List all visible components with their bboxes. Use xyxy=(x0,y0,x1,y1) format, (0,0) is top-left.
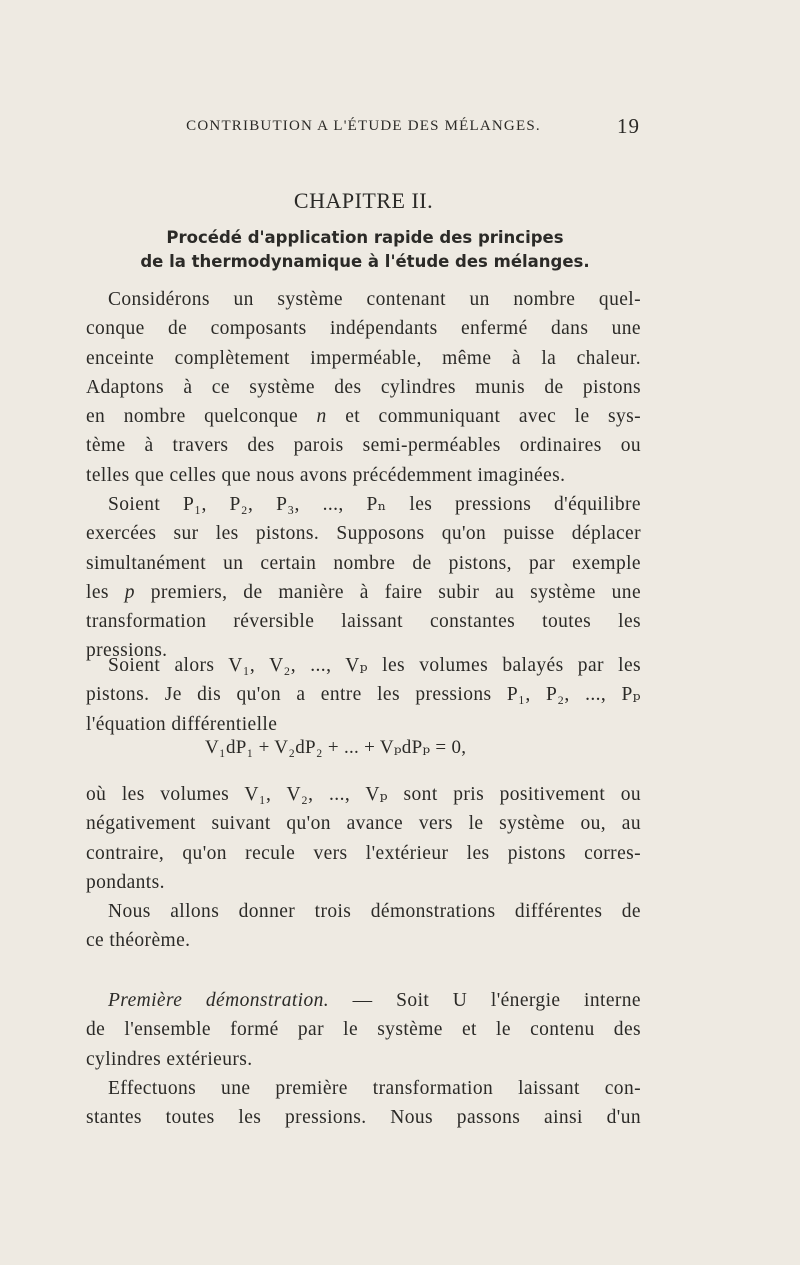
text-line: l'équation différentielle xyxy=(86,713,278,735)
text-line: pressions. xyxy=(86,640,168,662)
text-line xyxy=(86,578,641,607)
text-line xyxy=(86,986,641,1015)
paragraph-2 xyxy=(86,490,641,666)
text-line: Soient alors V₁, V₂, ..., Vₚ les volumes balayés par les xyxy=(108,655,641,676)
text-line: ce théorème. xyxy=(86,930,191,952)
paragraph-5 xyxy=(86,897,641,956)
text-fragment: les xyxy=(86,581,109,603)
text-fragment: — Soit U l'énergie interne xyxy=(352,990,641,1011)
chapter-subtitle xyxy=(100,226,630,274)
text-line: où les volumes V₁, V₂, ..., Vₚ sont pris positivement ou xyxy=(86,784,641,805)
paragraph-4 xyxy=(86,780,641,897)
section-heading-italic: Première démonstration. xyxy=(108,990,330,1011)
text-line: pondants. xyxy=(86,871,165,893)
paragraph-3 xyxy=(86,651,641,739)
text-line: conque de composants indépendants enfermé dans une xyxy=(86,318,641,340)
text-line xyxy=(86,402,641,431)
math-variable: n xyxy=(316,406,327,428)
paragraph-6 xyxy=(86,986,641,1074)
paragraph-1 xyxy=(86,285,641,490)
text-line: négativement suivant qu'on avance vers le système ou, au xyxy=(86,813,641,835)
chapter-title: CHAPITRE II. xyxy=(293,188,434,213)
text-fragment: en nombre quelconque xyxy=(86,406,299,428)
text-line: stantes toutes les pressions. Nous passons ainsi d'un xyxy=(86,1107,641,1129)
text-line: Adaptons à ce système des cylindres munis de pistons xyxy=(86,376,641,398)
text-line: de l'ensemble formé par le système et le contenu des xyxy=(86,1019,641,1041)
differential-equation: V₁dP₁ + V₂dP₂ + ... + VₚdPₚ = 0, xyxy=(205,737,467,758)
text-line: Considérons un système contenant un nombre quel- xyxy=(108,289,641,310)
text-line: Effectuons une première transformation laissant con- xyxy=(108,1078,641,1099)
text-line: enceinte complètement imperméable, même à la chaleur. xyxy=(86,347,641,369)
math-variable: p xyxy=(124,581,135,603)
text-line: exercées sur les pistons. Supposons qu'on puisse déplacer xyxy=(86,523,641,545)
text-line: Soient P₁, P₂, P₃, ..., Pₙ les pressions d'équilibre xyxy=(108,494,641,515)
subtitle-line: de la thermodynamique à l'étude des mélanges. xyxy=(140,252,590,271)
text-line: transformation réversible laissant constantes toutes les xyxy=(86,611,641,633)
text-line: pistons. Je dis qu'on a entre les pressions P₁, P₂, ..., Pₚ xyxy=(86,684,641,706)
paragraph-7 xyxy=(86,1074,641,1133)
text-line: simultanément un certain nombre de pistons, par exemple xyxy=(86,552,641,574)
text-line: contraire, qu'on recule vers l'extérieur les pistons corres- xyxy=(86,842,641,864)
text-fragment: premiers, de manière à faire subir au système une xyxy=(150,581,641,603)
page-number: 19 xyxy=(617,114,640,138)
running-title: CONTRIBUTION A L'ÉTUDE DES MÉLANGES. xyxy=(186,118,541,134)
text-line: telles que celles que nous avons précédemment imaginées. xyxy=(86,464,566,486)
text-line: Nous allons donner trois démonstrations différentes de xyxy=(108,901,641,922)
subtitle-line: Procédé d'application rapide des principes xyxy=(166,228,564,247)
text-line: tème à travers des parois semi-perméables ordinaires ou xyxy=(86,435,641,457)
text-fragment: et communiquant avec le sys- xyxy=(345,406,642,428)
text-line: cylindres extérieurs. xyxy=(86,1048,253,1070)
